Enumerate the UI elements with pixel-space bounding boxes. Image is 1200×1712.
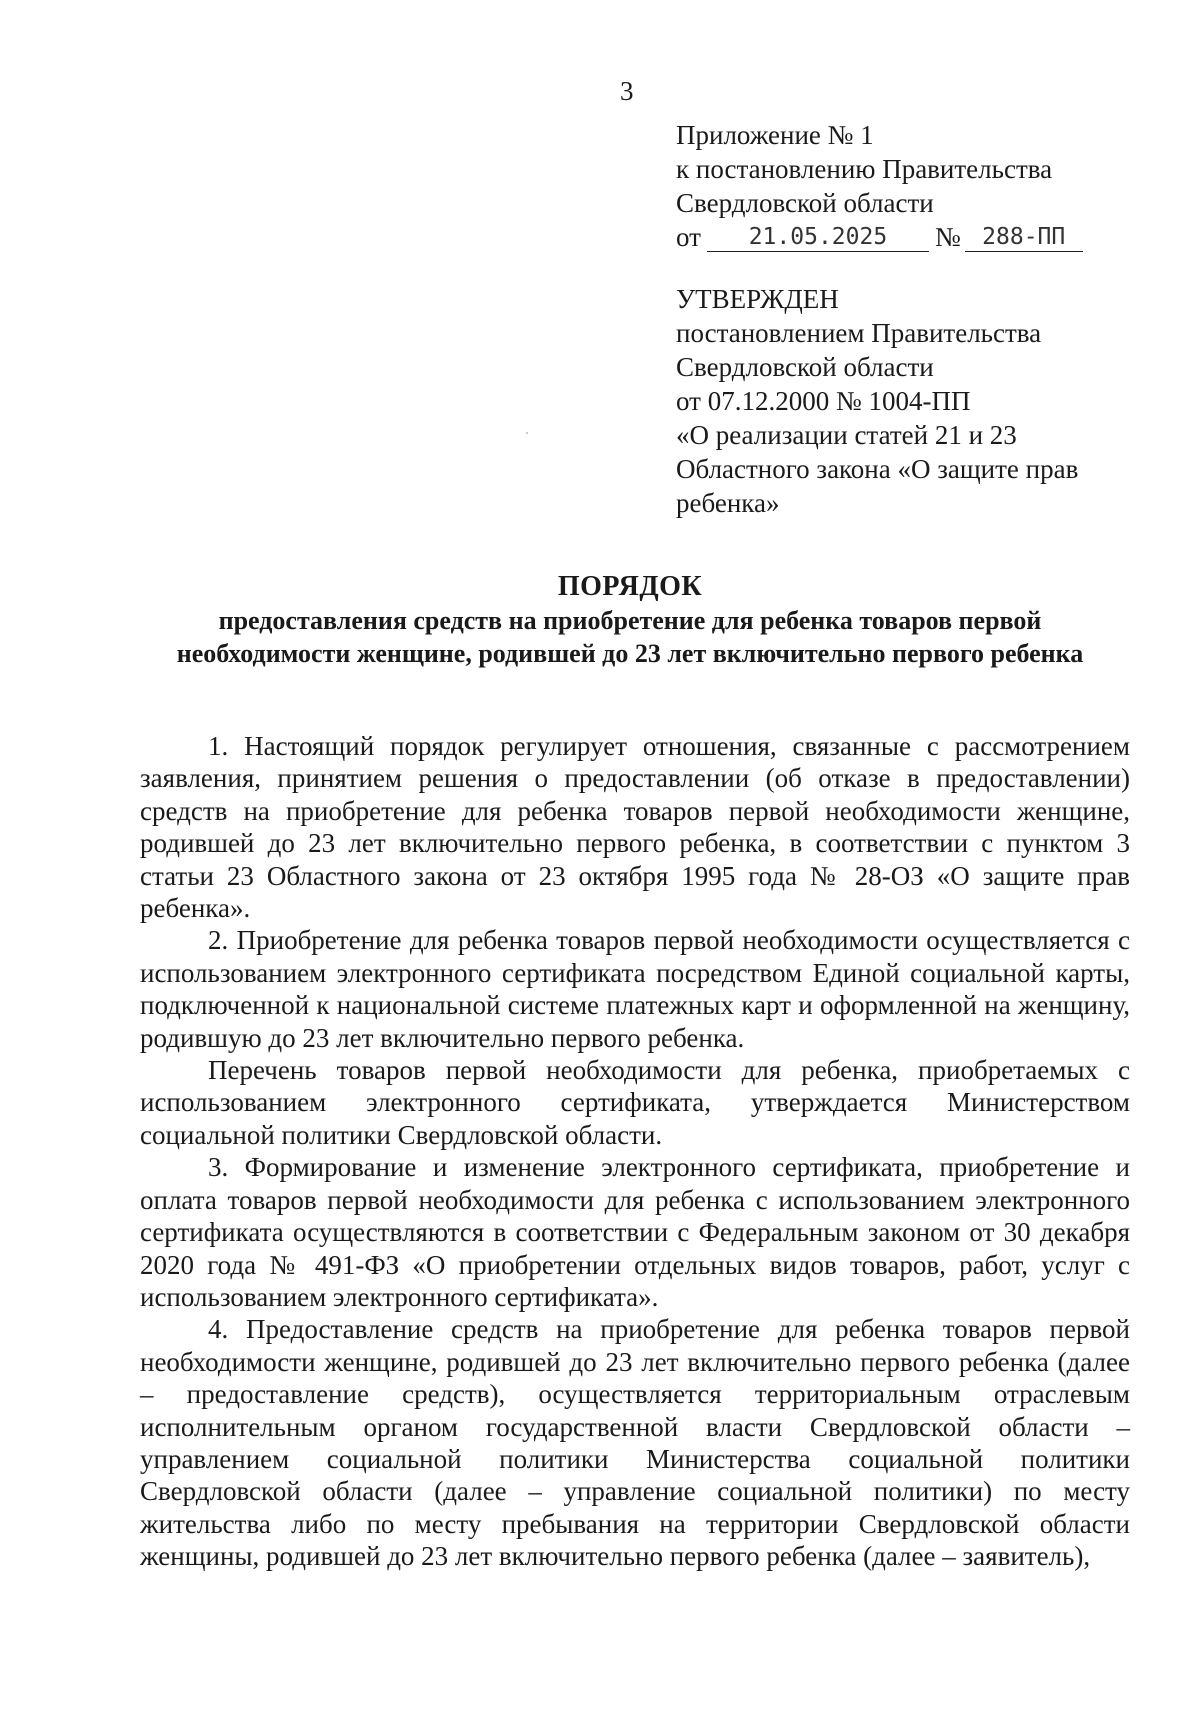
appendix-line-2: к постановлению Правительства <box>676 154 1053 184</box>
document-title-block <box>100 570 1160 670</box>
approved-block <box>676 282 1156 520</box>
document-subtitle-line-2: необходимости женщине, родившей до 23 лет включительно первого ребенка <box>176 639 1084 668</box>
paragraph-2: 2. Приобретение для ребенка товаров первой необходимости осуществляется с использованием электронного сертификата посредством Единой социальной карты, подключенной к национальной системе платежных карт и оформленной на женщину, родившую до 23 лет включительно первого ребенка. <box>140 925 1130 1053</box>
from-label: от <box>676 222 701 252</box>
number-field: 288-ПП <box>965 223 1083 252</box>
number-label: № <box>934 222 961 252</box>
approved-line-1: постановлением Правительства <box>676 318 1042 348</box>
paragraph-5: 4. Предоставление средств на приобретение для ребенка товаров первой необходимости женщине, родившей до 23 лет включительно первого ребенка (далее – предоставление средств), осуществляется территориальным отраслевым исполнительным органом государственной власти Свердловской области – управлением социальной политики Министерства социальной политики Свердловской области (далее – управление социальной политики) по месту жительства либо по месту пребывания на территории Свердловской области женщины, родившей до 23 лет включительно первого ребенка (далее – заявитель), <box>140 1314 1130 1572</box>
paragraph-1: 1. Настоящий порядок регулирует отношения, связанные с рассмотрением заявления, принятием решения о предоставлении (об отказе в предоставлении) средств на приобретение для ребенка товаров первой необходимости женщине, родившей до 23 лет включительно первого ребенка, в соответствии с пунктом 3 статьи 23 Областного закона от 23 октября 1995 года № 28-ОЗ «О защите прав ребенка». <box>140 731 1130 924</box>
appendix-line-1: Приложение № 1 <box>676 120 874 150</box>
document-body <box>140 730 1130 1573</box>
appendix-line-3: Свердловской области <box>676 188 934 218</box>
approved-line-5: Областного закона «О защите прав <box>676 454 1079 484</box>
paragraph-3: Перечень товаров первой необходимости для ребенка, приобретаемых с использованием электронного сертификата, утверждается Министерством социальной политики Свердловской области. <box>140 1055 1130 1150</box>
approved-line-2: Свердловской области <box>676 352 934 382</box>
document-title: ПОРЯДОК <box>557 571 703 602</box>
scan-speck <box>526 432 528 434</box>
paragraph-4: 3. Формирование и изменение электронного сертификата, приобретение и оплата товаров первой необходимости для ребенка с использованием электронного сертификата осуществляются в соответствии с Федеральным законом от 30 декабря 2020 года № 491-ФЗ «О приобретении отдельных видов товаров, работ, услуг с использованием электронного сертификата». <box>140 1152 1130 1312</box>
date-field: 21.05.2025 <box>707 223 929 252</box>
page-number: 3 <box>620 76 634 106</box>
approved-line-4: «О реализации статей 21 и 23 <box>676 420 1017 450</box>
appendix-block <box>676 118 1146 254</box>
approved-line-6: ребенка» <box>676 488 780 518</box>
approved-heading: УТВЕРЖДЕН <box>676 284 839 314</box>
appendix-date-line <box>676 220 1146 254</box>
approved-line-3: от 07.12.2000 № 1004-ПП <box>676 386 971 416</box>
document-subtitle-line-1: предоставления средств на приобретение для ребенка товаров первой <box>218 606 1042 635</box>
